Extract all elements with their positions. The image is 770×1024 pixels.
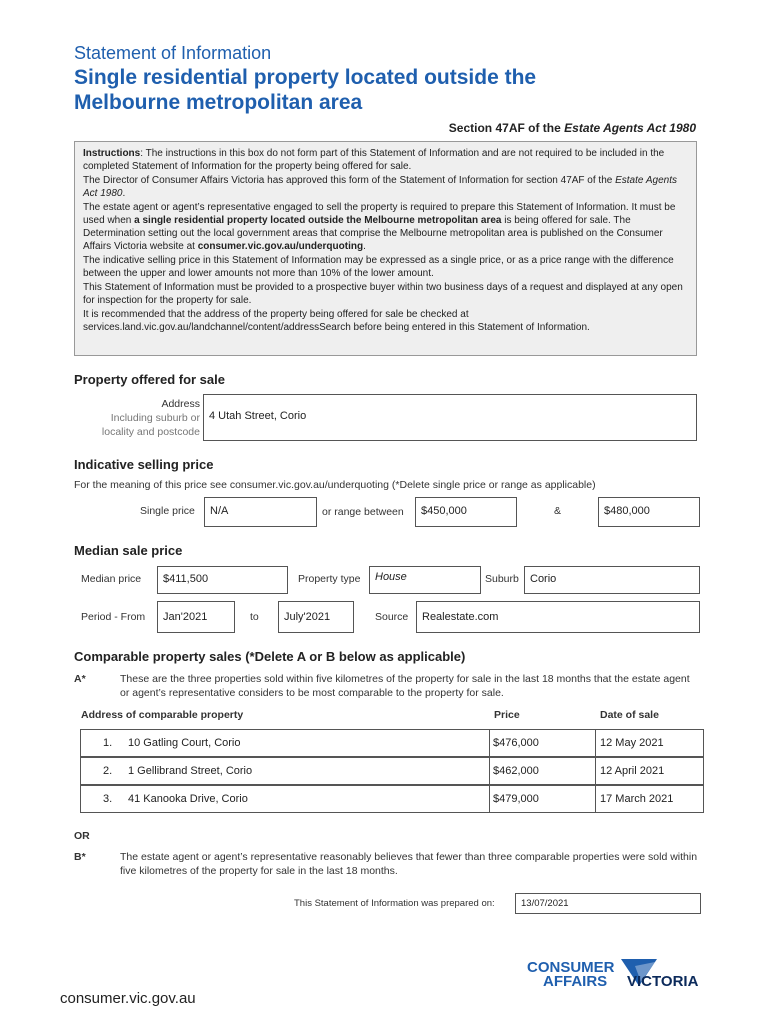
period-from-label: Period - From [81,611,146,623]
single-price-field[interactable]: N/A [204,497,317,527]
instructions-p3 [83,201,688,253]
range-high-field[interactable]: $480,000 [598,497,700,527]
instructions-p5: This Statement of Information must be provided to a prospective buyer within two business days of a request and displayed at any open for inspection for the property for sale. [83,282,683,306]
instructions-p2-end: . [122,188,126,199]
option-a-marker: A* [74,673,86,685]
row-divider [489,758,490,784]
range-label: or range between [322,506,404,518]
form-title-line1: Single residential property located outside the [74,66,537,89]
logo-graphic [527,956,703,1004]
footer-url[interactable]: consumer.vic.gov.au [60,990,196,1007]
instructions-label: Instructions [83,148,141,159]
table-row [80,757,704,785]
row-divider [595,730,596,756]
median-price-field[interactable]: $411,500 [157,566,288,594]
col-header-address: Address of comparable property [81,709,244,721]
instructions-p1-text: : The instructions in this box do not form part of this Statement of Information and are not required to be included in the completed Statement of Information for the property being offered for sale. [83,148,665,172]
logo-line3: VICTORIA [627,973,699,990]
col-header-date: Date of sale [600,709,659,721]
suburb-label: Suburb [485,573,519,585]
median-price-label: Median price [81,573,142,585]
or-label: OR [74,830,90,842]
option-a-text: These are the three properties sold within five kilometres of the property for sale in the last 18 months that the estate agent or agent’s representative considers to be most comparable to the property for sale. [120,673,690,699]
instructions-p2-text: The Director of Consumer Affairs Victoria has approved this form of the Statement of Information for section 47AF of the [83,175,616,186]
section-ref-prefix: Section 47AF of the [448,121,565,135]
row-date[interactable]: 17 March 2021 [600,793,674,805]
row-address[interactable]: 41 Kanooka Drive, Corio [128,793,248,805]
comparable-section-title: Comparable property sales (*Delete A or B below as applicable) [74,649,466,664]
col-header-price: Price [494,709,520,721]
address-label-line1: Address [161,398,200,410]
instructions-p4: The indicative selling price in this Statement of Information may be expressed as a single price, or as a price range with the difference between the upper and lower amounts not more than 10% of the lower amount. [83,255,674,279]
indicative-note: For the meaning of this price see consumer.vic.gov.au/underquoting (*Delete single price or range as applicable) [74,479,596,491]
logo-line1: CONSUMER [527,959,615,976]
median-section-title: Median sale price [74,543,183,558]
instructions-p3-bold: a single residential property located outside the Melbourne metropolitan area [134,215,502,226]
row-date[interactable]: 12 April 2021 [600,765,665,777]
address-label-line2: Including suburb or [110,412,200,424]
instructions-box [74,141,697,356]
property-section-title: Property offered for sale [74,372,225,387]
consumer-affairs-victoria-logo [527,956,703,1009]
instructions-p3-a: The estate agent or agent’s representative engaged to sell the property is required to prepare this Statement of Information. It must be used when [83,202,676,226]
single-price-label: Single price [140,505,195,517]
row-divider [595,786,596,812]
source-field[interactable]: Realestate.com [416,601,700,633]
row-divider [595,758,596,784]
table-row [80,785,704,813]
period-to-field[interactable]: July'2021 [278,601,354,633]
range-low-field[interactable]: $450,000 [415,497,517,527]
section-ref-act: Estate Agents Act 1980 [564,121,696,135]
row-number: 3. [103,793,113,805]
period-from-field[interactable]: Jan'2021 [157,601,235,633]
table-row [80,729,704,757]
instructions-p2 [83,174,688,200]
row-divider [489,786,490,812]
prepared-on-label: This Statement of Information was prepared on: [294,898,495,909]
instructions-p1 [83,147,688,173]
instructions-p6: It is recommended that the address of the property being offered for sale be checked at services.land.vic.gov.au/landchannel/content/addressSearch before being entered in this Statement of Information. [83,309,590,333]
address-label [102,397,200,439]
instructions-p3-b: is being offered for sale. The Determination setting out the local government areas that comprise the Melbourne metropolitan area is published on the Consumer Affairs Victoria website at [83,215,663,252]
row-price[interactable]: $462,000 [493,765,539,777]
row-number: 1. [103,737,113,749]
row-address[interactable]: 1 Gellibrand Street, Corio [128,765,253,777]
row-price[interactable]: $476,000 [493,737,539,749]
indicative-section-title: Indicative selling price [74,457,214,472]
address-label-line3: locality and postcode [101,426,200,438]
instructions-p3-link[interactable]: consumer.vic.gov.au/underquoting [197,241,364,252]
row-number: 2. [103,765,113,777]
row-address[interactable]: 10 Gatling Court, Corio [128,737,241,749]
row-price[interactable]: $479,000 [493,793,539,805]
option-b-text: The estate agent or agent’s representative reasonably believes that fewer than three comparable properties were sold within five kilometres of the property for sale in the last 18 months. [120,851,698,877]
prepared-on-field[interactable]: 13/07/2021 [515,893,701,914]
row-divider [489,730,490,756]
logo-line2: AFFAIRS [543,973,608,990]
property-type-label: Property type [298,573,361,585]
form-subtitle: Statement of Information [74,43,272,63]
form-title-line2: Melbourne metropolitan area [74,91,363,114]
address-field[interactable]: 4 Utah Street, Corio [203,394,697,441]
option-b-marker: B* [74,851,86,863]
suburb-field[interactable]: Corio [524,566,700,594]
section-reference [449,121,696,135]
to-label: to [250,611,259,623]
instructions-p2-act: Estate Agents Act 1980 [83,175,677,199]
row-date[interactable]: 12 May 2021 [600,737,664,749]
range-ampersand: & [554,505,562,517]
instructions-p3-end: . [363,241,366,252]
source-label: Source [375,611,409,623]
property-type-field[interactable]: House [369,566,481,594]
